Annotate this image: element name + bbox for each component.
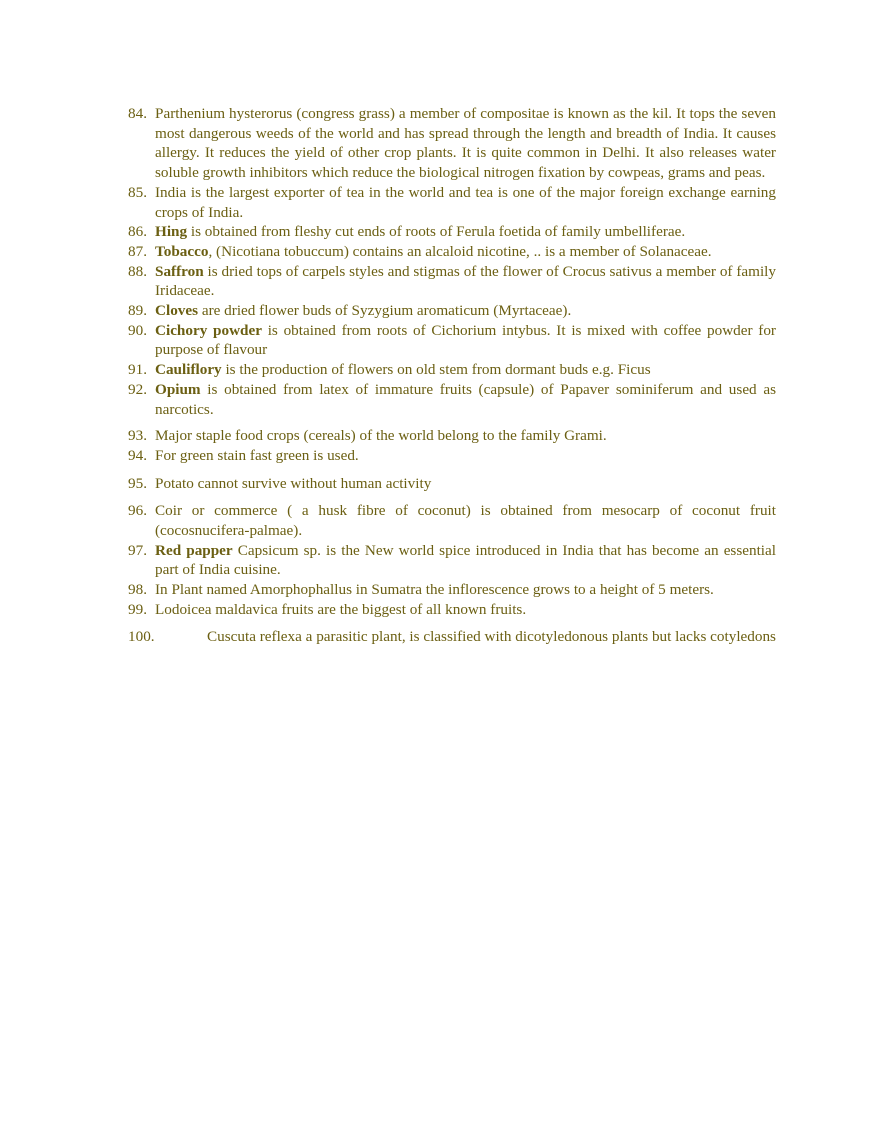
item-number: 98. (128, 581, 147, 599)
item-text: is the production of flowers on old stem from dormant buds e.g. Ficus (221, 361, 651, 379)
list-item-93 (128, 426, 776, 446)
item-text: Capsicum sp. is the New world spice introduced in India that has become an essential part of India cuisine. (155, 541, 776, 579)
item-text: , (Nicotiana tobuccum) contains an alcaloid nicotine, .. is a member of Solanaceae. (208, 242, 712, 260)
item-term: Red papper (155, 541, 233, 559)
item-term: Cauliflory (155, 361, 222, 379)
item-number: 85. (128, 183, 147, 201)
item-number: 90. (128, 321, 147, 339)
item-number: 95. (128, 474, 147, 492)
item-number: 88. (128, 262, 147, 280)
item-text-wrap (155, 380, 776, 419)
list-item-96 (128, 501, 776, 540)
item-number: 86. (128, 223, 147, 241)
list-item-98 (128, 580, 776, 600)
item-text: is obtained from fleshy cut ends of roots of Ferula foetida of family umbelliferae. (187, 223, 686, 241)
item-text: In Plant named Amorphophallus in Sumatra the inflorescence grows to a height of 5 meters. (155, 581, 714, 599)
item-text: is dried tops of carpels styles and stigmas of the flower of Crocus sativus a member of family Iridaceae. (155, 262, 776, 300)
item-number: 91. (128, 361, 147, 379)
item-text: For green stain fast green is used. (155, 446, 359, 464)
item-number: 92. (128, 380, 147, 398)
item-number: 84. (128, 105, 147, 122)
item-term: Cichory powder (155, 321, 262, 339)
list-item-99 (128, 600, 776, 620)
item-number: 96. (128, 502, 147, 520)
list-item-100 (128, 627, 776, 647)
list-item-87 (128, 242, 776, 262)
item-number: 94. (128, 446, 147, 464)
item-text: is obtained from latex of immature fruits (capsule) of Papaver sominiferum and used as narcotics. (155, 380, 776, 418)
item-term: Opium (155, 380, 201, 398)
list-item-90 (128, 321, 776, 360)
item-text: Coir or commerce ( a husk fibre of coconut) is obtained from mesocarp of coconut fruit (cocosnucifera-palmae). (155, 502, 776, 540)
item-text: Potato cannot survive without human activity (155, 474, 432, 492)
item-text: Cuscuta reflexa a parasitic plant, is classified with dicotyledonous plants but lacks cotyledons (207, 627, 776, 645)
item-text-wrap (155, 242, 776, 262)
item-text: Lodoicea maldavica fruits are the biggest of all known fruits. (155, 600, 527, 618)
item-number: 89. (128, 302, 147, 320)
item-text: are dried flower buds of Syzygium aromaticum (Myrtaceae). (198, 302, 572, 320)
item-text: India is the largest exporter of tea in the world and tea is one of the major foreign exchange earning crops of India. (155, 183, 776, 221)
item-number: 93. (128, 427, 147, 445)
item-term: Tobacco (155, 242, 209, 260)
item-text-wrap (155, 360, 776, 380)
item-text: Major staple food crops (cereals) of the world belong to the family Grami. (155, 427, 607, 445)
item-text: Parthenium hysterorus (congress grass) a member of compositae is known as the kil. It tops the seven most dangerous weeds of the world and has spread through the length and breadth of India. It causes allergy. It reduces the yield of other crop plants. It is quite common in Delhi. It also releases water soluble growth inhibitors which reduce the biological nitrogen fixation by cowpeas, grams and peas. (155, 105, 776, 182)
list-item-95 (128, 474, 776, 494)
item-text-wrap (155, 222, 776, 242)
list-item-84 (128, 104, 776, 183)
list-item-97 (128, 541, 776, 580)
list-item-94 (128, 446, 776, 466)
item-text-wrap (155, 262, 776, 301)
item-text: is obtained from roots of Cichorium intybus. It is mixed with coffee powder for purpose of flavour (155, 321, 776, 359)
numbered-list (128, 104, 776, 646)
item-term: Saffron (155, 262, 204, 280)
item-number: 100. (128, 627, 155, 645)
item-term: Hing (155, 223, 188, 241)
item-number: 97. (128, 541, 147, 559)
item-term: Cloves (155, 302, 199, 320)
item-number: 87. (128, 242, 147, 260)
item-number: 99. (128, 600, 147, 618)
list-item-91 (128, 360, 776, 380)
item-text-wrap (155, 321, 776, 360)
list-item-92 (128, 380, 776, 419)
list-item-88 (128, 262, 776, 301)
item-text-wrap (155, 541, 776, 580)
list-item-89 (128, 301, 776, 321)
item-text-wrap (155, 301, 776, 321)
list-item-85 (128, 183, 776, 222)
list-item-86 (128, 222, 776, 242)
